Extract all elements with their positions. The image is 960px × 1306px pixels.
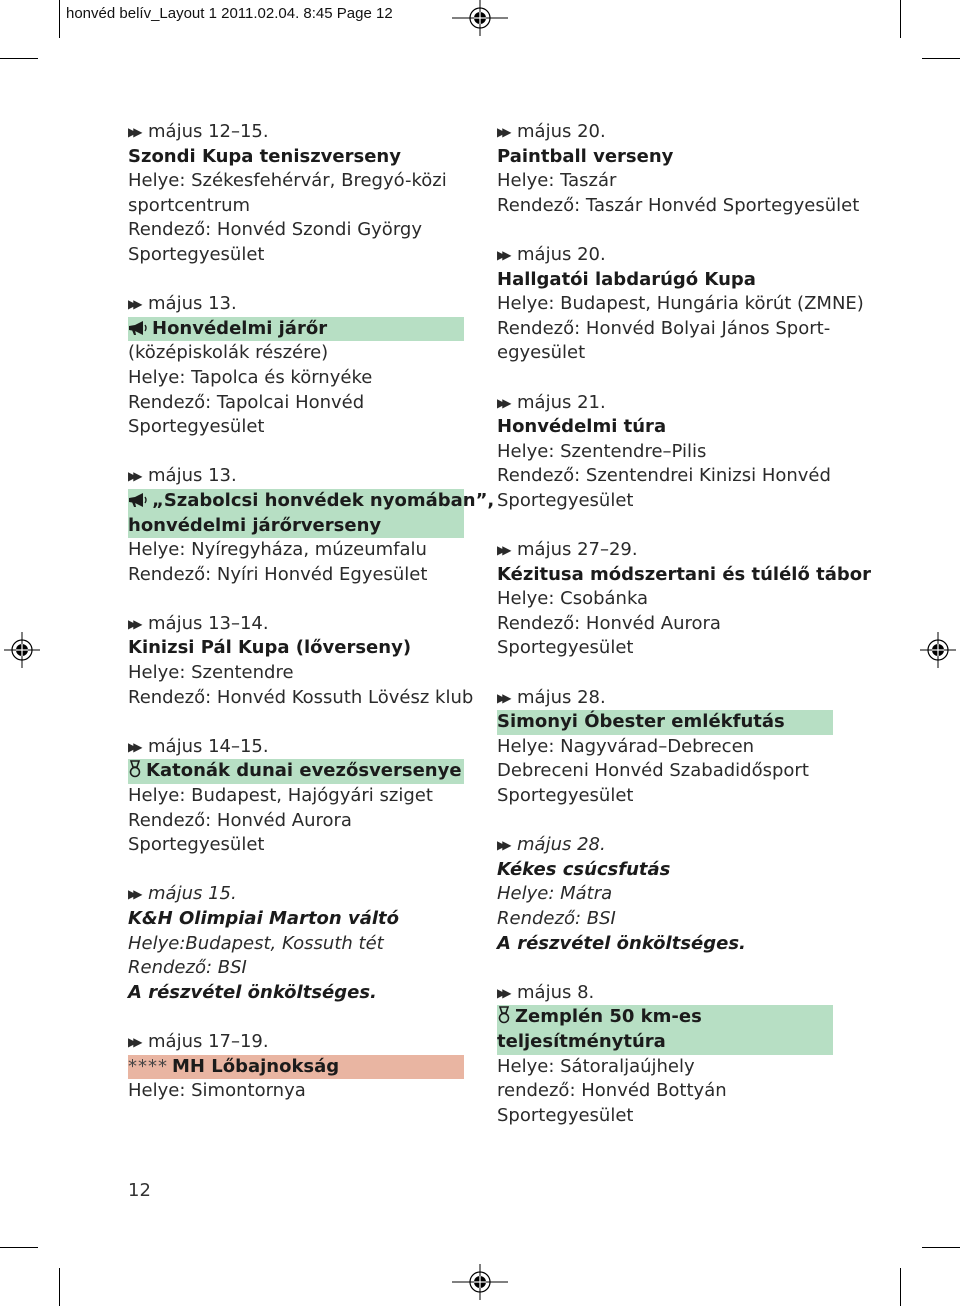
event-detail: Helye: Mátra bbox=[497, 883, 613, 905]
event-date: ▶▶ május 8. bbox=[497, 981, 833, 1006]
event-date: ▶▶ május 21. bbox=[497, 391, 833, 416]
event-date: ▶▶ május 28. bbox=[497, 833, 833, 858]
event-detail: Rendező: Honvéd Aurora bbox=[128, 809, 352, 831]
event-title-block bbox=[128, 489, 495, 538]
event-note: A részvétel önköltséges. bbox=[497, 932, 746, 954]
event-title: Katonák dunai evezősversenye bbox=[128, 759, 464, 784]
event-date: ▶▶ május 13–14. bbox=[128, 612, 464, 637]
event-date: ▶▶ május 27–29. bbox=[497, 538, 833, 563]
crop-mark bbox=[922, 58, 960, 59]
registration-mark-icon bbox=[452, 0, 508, 36]
crop-mark bbox=[59, 0, 60, 38]
event-entry bbox=[497, 243, 864, 366]
double-chevron-right-icon: ▶▶ bbox=[497, 690, 508, 705]
event-detail: Helye: Szentendre–Pilis bbox=[497, 440, 707, 462]
event-note: A részvétel önköltséges. bbox=[128, 981, 377, 1003]
event-detail: Helye: Budapest, Hajógyári sziget bbox=[128, 785, 433, 807]
event-detail: Rendező: Nyíri Honvéd Egyesület bbox=[128, 563, 428, 585]
event-date: ▶▶ május 13. bbox=[128, 292, 464, 317]
event-detail: Sportegyesület bbox=[497, 489, 634, 511]
page-number: 12 bbox=[128, 1180, 151, 1201]
event-title: Kékes csúcsfutás bbox=[497, 858, 671, 880]
event-detail: Rendező: Honvéd Szondi György bbox=[128, 219, 422, 241]
registration-mark-icon bbox=[4, 632, 40, 668]
event-date: ▶▶ május 20. bbox=[497, 243, 833, 268]
event-detail: Rendező: BSI bbox=[128, 957, 247, 979]
event-title: **** MH Lőbajnokság bbox=[128, 1055, 464, 1080]
event-detail: Debreceni Honvéd Szabadidősport bbox=[497, 760, 809, 782]
event-detail: Helye: Nyíregyháza, múzeumfalu bbox=[128, 539, 427, 561]
event-title-block bbox=[497, 1005, 833, 1054]
double-chevron-right-icon: ▶▶ bbox=[497, 985, 508, 1000]
event-title: Hallgatói labdarúgó Kupa bbox=[497, 268, 756, 290]
event-detail: Sportegyesület bbox=[497, 785, 634, 807]
event-entry bbox=[497, 391, 833, 514]
event-entry bbox=[128, 292, 464, 440]
event-entry bbox=[497, 981, 833, 1129]
event-title: Kézitusa módszertani és túlélő tábor bbox=[497, 563, 871, 585]
crop-mark bbox=[0, 58, 38, 59]
megaphone-icon bbox=[128, 320, 148, 336]
event-detail: rendező: Honvéd Bottyán bbox=[497, 1080, 727, 1102]
event-detail: Rendező: Tapolcai Honvéd bbox=[128, 391, 365, 413]
crop-mark bbox=[900, 1268, 901, 1306]
event-date: ▶▶ május 17–19. bbox=[128, 1030, 464, 1055]
event-date: ▶▶ május 12–15. bbox=[128, 120, 464, 145]
double-chevron-right-icon: ▶▶ bbox=[497, 543, 508, 558]
event-detail: Helye: Budapest, Hungária körút (ZMNE) bbox=[497, 293, 864, 315]
event-entry bbox=[497, 686, 833, 809]
event-title: Kinizsi Pál Kupa (lőverseny) bbox=[128, 637, 412, 659]
event-detail: Sportegyesület bbox=[128, 243, 265, 265]
medal-icon bbox=[497, 1006, 511, 1024]
event-entry bbox=[128, 120, 464, 268]
event-detail: Helye: Nagyvárad–Debrecen bbox=[497, 735, 755, 757]
double-chevron-right-icon: ▶▶ bbox=[128, 125, 139, 139]
double-chevron-right-icon: ▶▶ bbox=[128, 1034, 139, 1049]
left-column bbox=[128, 120, 495, 1128]
event-title: Szondi Kupa teniszverseny bbox=[128, 145, 401, 167]
event-title: Simonyi Óbester emlékfutás bbox=[497, 710, 833, 735]
event-entry bbox=[128, 1030, 464, 1104]
registration-mark-icon bbox=[452, 1264, 508, 1300]
event-title: Honvédelmi túra bbox=[497, 416, 667, 438]
event-date: ▶▶ május 14–15. bbox=[128, 735, 464, 760]
event-detail: Sportegyesület bbox=[497, 1104, 634, 1126]
event-detail: Rendező: Szentendrei Kinizsi Honvéd bbox=[497, 465, 831, 487]
event-title-continued: honvédelmi járőrverseny bbox=[128, 514, 382, 536]
event-entry bbox=[128, 464, 495, 587]
event-date: ▶▶ május 13. bbox=[128, 464, 464, 489]
event-detail: Sportegyesület bbox=[497, 637, 634, 659]
event-detail: Rendező: BSI bbox=[497, 908, 616, 929]
double-chevron-right-icon: ▶▶ bbox=[497, 838, 508, 853]
event-entry bbox=[128, 735, 464, 858]
event-detail: Rendező: Honvéd Bolyai János Sport- bbox=[497, 317, 831, 339]
event-detail: Helye: Tapolca és környéke bbox=[128, 366, 373, 388]
event-detail: (középiskolák részére) bbox=[128, 342, 329, 364]
event-title-continued: teljesítménytúra bbox=[497, 1030, 666, 1052]
event-date: ▶▶ május 15. bbox=[128, 882, 464, 907]
double-chevron-right-icon: ▶▶ bbox=[128, 739, 139, 754]
event-detail: Rendező: Taszár Honvéd Sportegyesület bbox=[497, 194, 860, 216]
slug-line: honvéd belív_Layout 1 2011.02.04. 8:45 Page 12 bbox=[66, 5, 393, 22]
double-chevron-right-icon: ▶▶ bbox=[128, 616, 139, 631]
event-entry bbox=[128, 612, 474, 710]
double-chevron-right-icon: ▶▶ bbox=[128, 887, 139, 902]
event-detail: Rendező: Honvéd Kossuth Lövész klub bbox=[128, 686, 474, 708]
event-entry bbox=[497, 538, 871, 661]
event-detail: Helye: Szentendre bbox=[128, 662, 294, 684]
crop-mark bbox=[922, 1247, 960, 1248]
double-chevron-right-icon: ▶▶ bbox=[128, 469, 139, 484]
double-chevron-right-icon: ▶▶ bbox=[497, 395, 508, 410]
event-title: „Szabolcsi honvédek nyomában”, bbox=[128, 489, 464, 514]
event-detail: Helye: Simontornya bbox=[128, 1080, 306, 1102]
medal-icon bbox=[128, 760, 142, 778]
event-entry bbox=[497, 120, 860, 218]
event-detail: Helye: Taszár bbox=[497, 170, 617, 192]
event-detail: Helye: Sátoraljaújhely bbox=[497, 1055, 695, 1077]
crop-mark bbox=[0, 1247, 38, 1248]
double-chevron-right-icon: ▶▶ bbox=[497, 125, 508, 139]
event-detail: Helye: Csobánka bbox=[497, 588, 649, 610]
rating-stars: **** bbox=[128, 1055, 168, 1077]
event-title: K&H Olimpiai Marton váltó bbox=[128, 908, 400, 929]
right-column bbox=[497, 120, 871, 1153]
megaphone-icon bbox=[128, 492, 148, 508]
event-detail: egyesület bbox=[497, 342, 586, 364]
crop-mark bbox=[900, 0, 901, 38]
event-entry bbox=[497, 833, 833, 956]
event-detail: Sportegyesület bbox=[128, 834, 265, 856]
double-chevron-right-icon: ▶▶ bbox=[497, 247, 508, 262]
event-detail: Rendező: Honvéd Aurora bbox=[497, 612, 721, 634]
event-title: Honvédelmi járőr bbox=[128, 317, 464, 342]
event-date: ▶▶ május 28. bbox=[497, 686, 833, 711]
event-title: Zemplén 50 km-es bbox=[497, 1005, 833, 1030]
event-title: Paintball verseny bbox=[497, 145, 674, 167]
event-detail: sportcentrum bbox=[128, 194, 251, 216]
event-date: ▶▶ május 20. bbox=[497, 120, 833, 145]
crop-mark bbox=[59, 1268, 60, 1306]
event-detail: Sportegyesület bbox=[128, 416, 265, 438]
event-detail: Helye: Székesfehérvár, Bregyó-közi bbox=[128, 170, 447, 192]
double-chevron-right-icon: ▶▶ bbox=[128, 297, 139, 312]
event-entry bbox=[128, 882, 464, 1005]
event-detail: Helye:Budapest, Kossuth tét bbox=[128, 932, 384, 954]
registration-mark-icon bbox=[920, 632, 956, 668]
